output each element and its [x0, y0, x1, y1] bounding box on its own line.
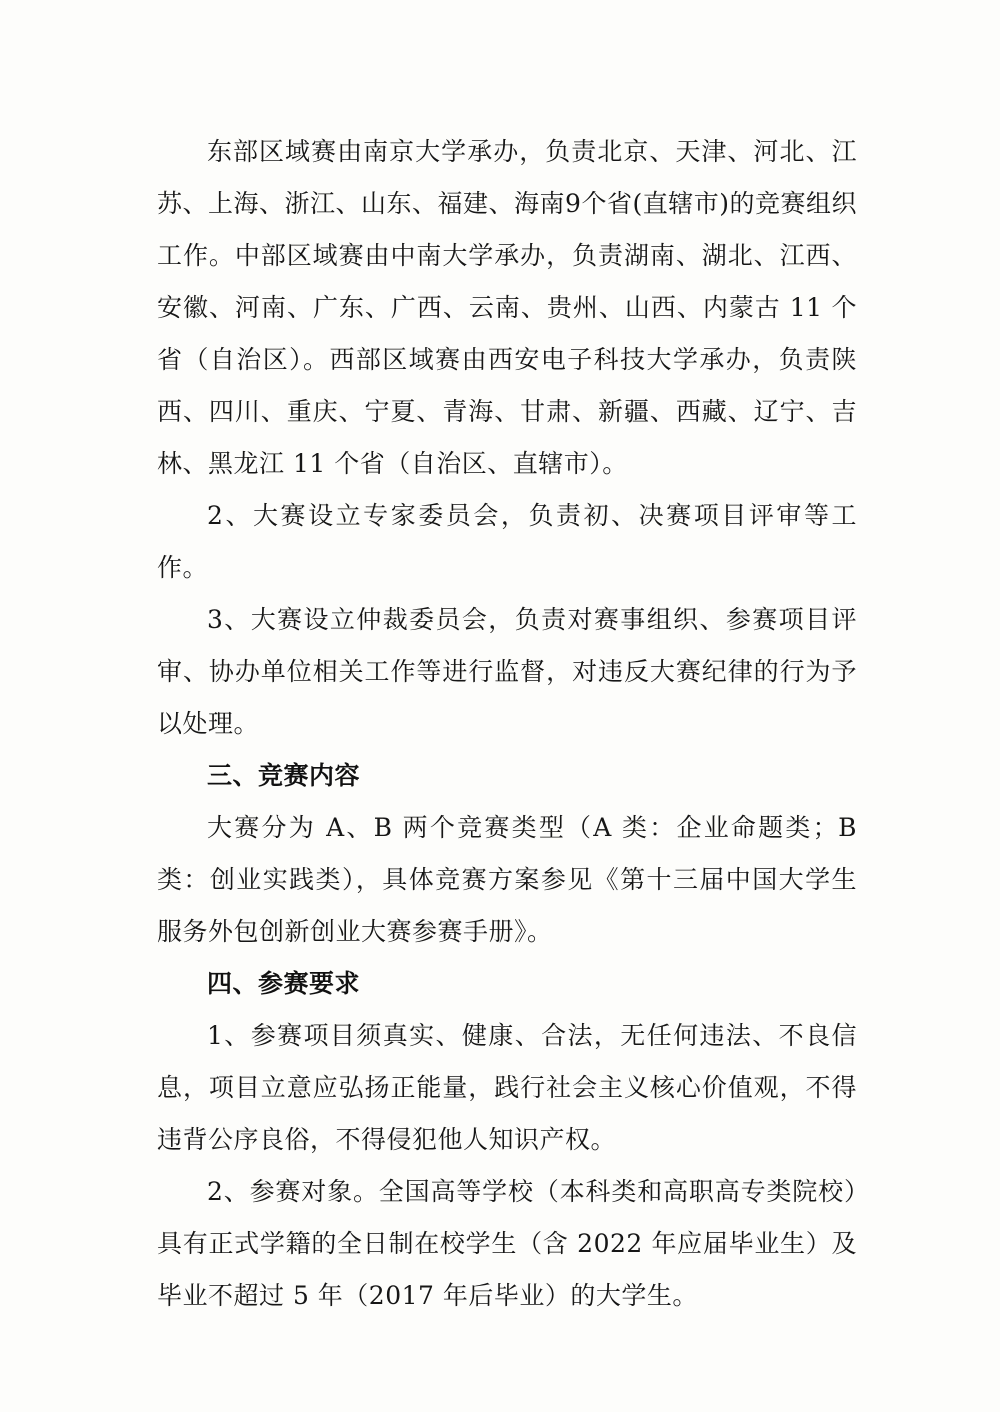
section-heading-entry-requirements: 四、参赛要求 [207, 969, 361, 998]
document-body [157, 126, 857, 1322]
paragraph-arbitration-committee: 3、大赛设立仲裁委员会，负责对赛事组织、参赛项目评审、协办单位相关工作等进行监督，对违反大赛纪律的行为予以处理。 [157, 605, 857, 738]
section-heading-competition-content: 三、竞赛内容 [207, 761, 361, 790]
paragraph-eligible-participants: 2、参赛对象。全国高等学校（本科类和高职高专类院校）具有正式学籍的全日制在校学生（含 2022 年应届毕业生）及毕业不超过 5 年（2017 年后毕业）的大学生。 [157, 1177, 857, 1310]
paragraph-expert-committee: 2、大赛设立专家委员会，负责初、决赛项目评审等工作。 [157, 501, 857, 582]
paragraph-competition-types: 大赛分为 A、B 两个竞赛类型（A 类：企业命题类；B 类：创业实践类），具体竞赛方案参见《第十三届中国大学生服务外包创新创业大赛参赛手册》。 [157, 813, 857, 946]
paragraph-project-requirements: 1、参赛项目须真实、健康、合法，无任何违法、不良信息，项目立意应弘扬正能量，践行社会主义核心价值观，不得违背公序良俗，不得侵犯他人知识产权。 [157, 1021, 857, 1154]
paragraph-regional-competitions: 东部区域赛由南京大学承办，负责北京、天津、河北、江苏、上海、浙江、山东、福建、海南9个省(直辖市)的竞赛组织工作。中部区域赛由中南大学承办，负责湖南、湖北、江西、安徽、河南、广东、广西、云南、贵州、山西、内蒙古 11 个省（自治区）。西部区域赛由西安电子科技大学承办，负责陕西、四川、重庆、宁夏、青海、甘肃、新疆、西藏、辽宁、吉林、黑龙江 11 个省（自治区、直辖市）。 [157, 137, 857, 478]
